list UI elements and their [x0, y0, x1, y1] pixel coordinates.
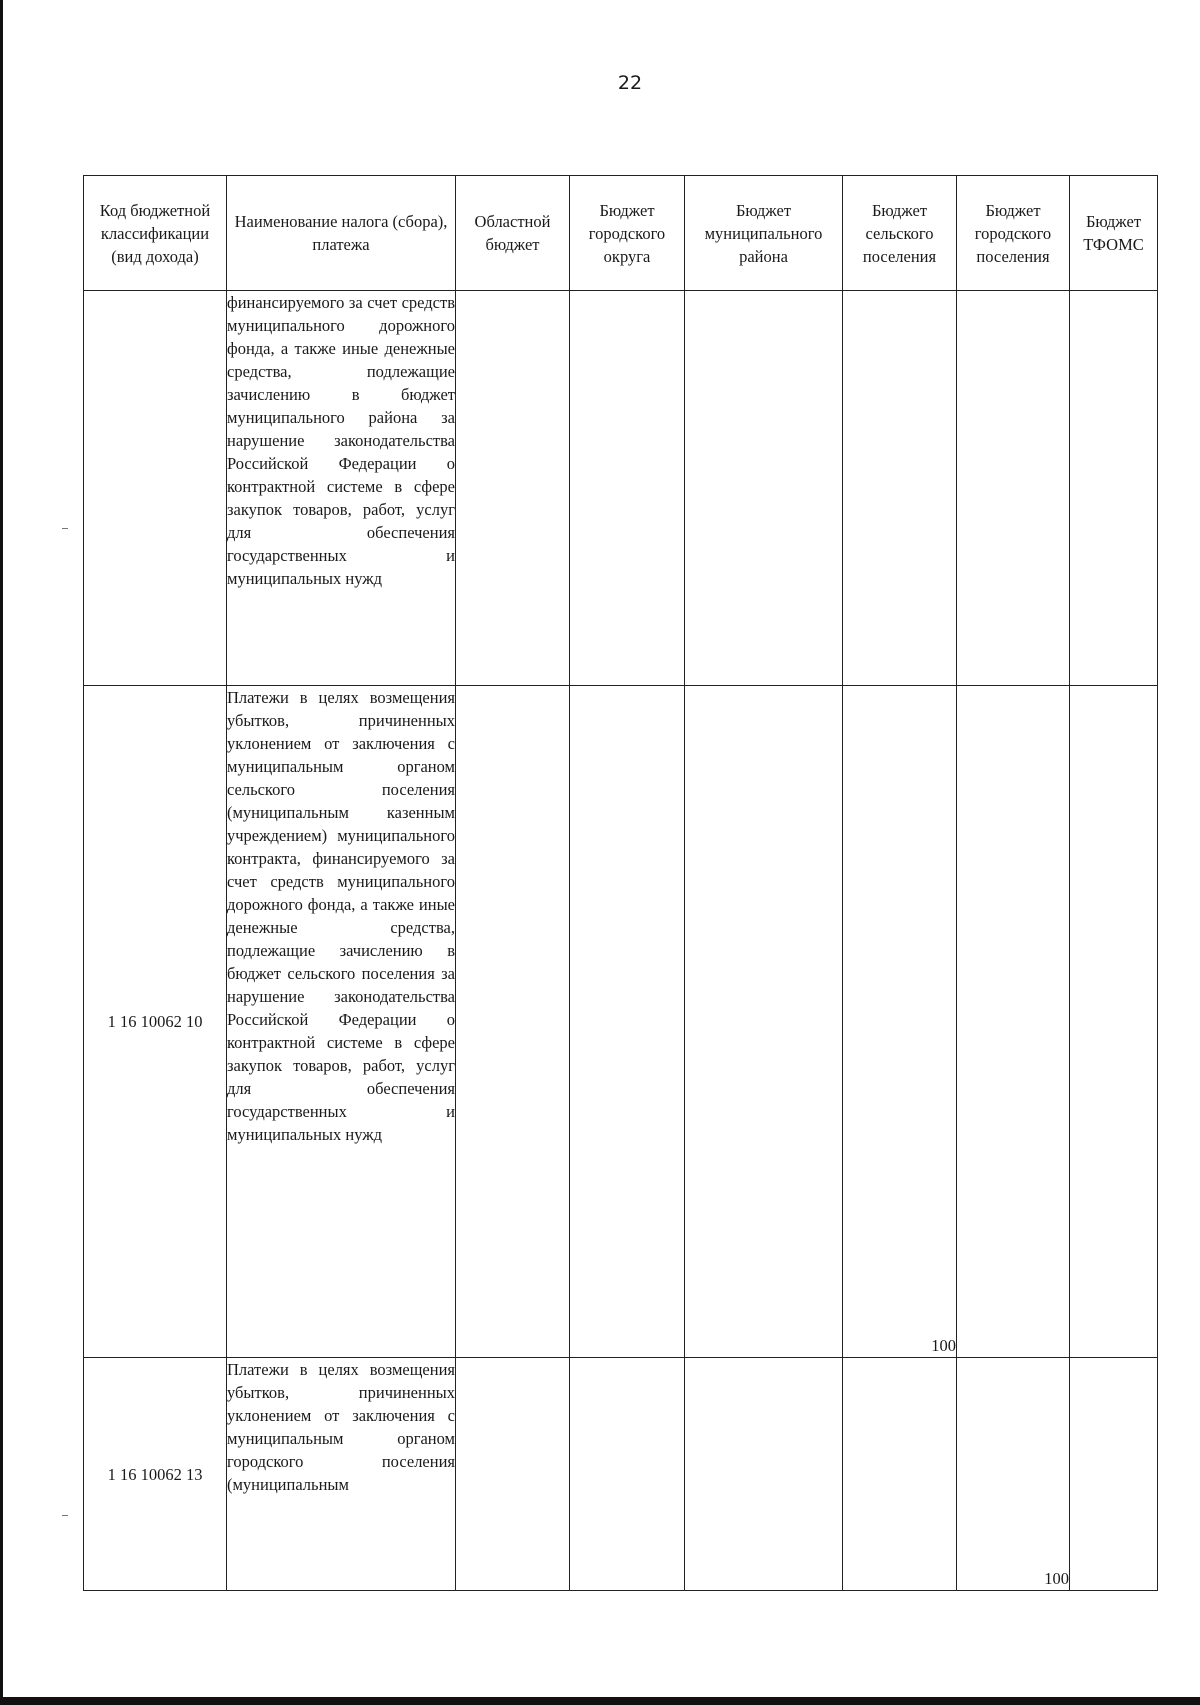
rural-settlement-budget-cell: [843, 291, 957, 686]
municipal-district-budget-cell: [685, 686, 843, 1358]
tfoms-budget-cell: [1070, 291, 1158, 686]
scan-speck: [62, 528, 68, 529]
city-district-budget-cell: [570, 291, 685, 686]
code-cell: [84, 291, 227, 686]
page-number: 22: [617, 72, 643, 94]
city-district-budget-cell: [570, 686, 685, 1358]
scan-border-bottom: [0, 1697, 1200, 1705]
budget-distribution-table: [83, 175, 1158, 1591]
header-code: Код бюджетной классификации (вид дохода): [84, 176, 227, 291]
regional-budget-cell: [456, 291, 570, 686]
city-district-budget-cell: [570, 1358, 685, 1591]
urban-settlement-budget-cell: 100: [957, 1358, 1070, 1591]
tfoms-budget-cell: [1070, 1358, 1158, 1591]
urban-settlement-budget-cell: [957, 686, 1070, 1358]
regional-budget-cell: [456, 686, 570, 1358]
urban-settlement-budget-cell: [957, 291, 1070, 686]
name-cell: финансируемого за счет средств муниципального дорожного фонда, а также иные денежные средства, подлежащие зачислению в бюджет муниципального района за нарушение законодательства Российской Федерации о контрактной системе в сфере закупок товаров, работ, услуг для обеспечения государственных и муниципальных нужд: [227, 291, 456, 686]
municipal-district-budget-cell: [685, 1358, 843, 1591]
header-tfoms-budget: Бюджет ТФОМС: [1070, 176, 1158, 291]
scan-border-left: [0, 0, 3, 1705]
header-rural-settlement-budget: Бюджет сельского поселения: [843, 176, 957, 291]
header-regional-budget: Областной бюджет: [456, 176, 570, 291]
name-cell: Платежи в целях возмещения убытков, причиненных уклонением от заключения с муниципальным органом сельского поселения (муниципальным казенным учреждением) муниципального контракта, финансируемого за счет средств муниципального дорожного фонда, а также иные денежные средства, подлежащие зачислению в бюджет сельского поселения за нарушение законодательства Российской Федерации о контрактной системе в сфере закупок товаров, работ, услуг для обеспечения государственных и муниципальных нужд: [227, 686, 456, 1358]
rural-settlement-budget-cell: [843, 1358, 957, 1591]
rural-settlement-budget-cell: 100: [843, 686, 957, 1358]
header-urban-settlement-budget: Бюджет городского поселения: [957, 176, 1070, 291]
scan-speck: [62, 1515, 68, 1516]
code-cell: 1 16 10062 10: [84, 686, 227, 1358]
table-row: [84, 291, 1158, 686]
tfoms-budget-cell: [1070, 686, 1158, 1358]
table-row: [84, 686, 1158, 1358]
table-row: [84, 1358, 1158, 1591]
code-cell: 1 16 10062 13: [84, 1358, 227, 1591]
table-header-row: [84, 176, 1158, 291]
header-name: Наименование налога (сбора), платежа: [227, 176, 456, 291]
header-city-district-budget: Бюджет городского округа: [570, 176, 685, 291]
name-cell: Платежи в целях возмещения убытков, причиненных уклонением от заключения с муниципальным органом городского поселения (муниципальным: [227, 1358, 456, 1591]
header-municipal-district-budget: Бюджет муниципального района: [685, 176, 843, 291]
municipal-district-budget-cell: [685, 291, 843, 686]
regional-budget-cell: [456, 1358, 570, 1591]
